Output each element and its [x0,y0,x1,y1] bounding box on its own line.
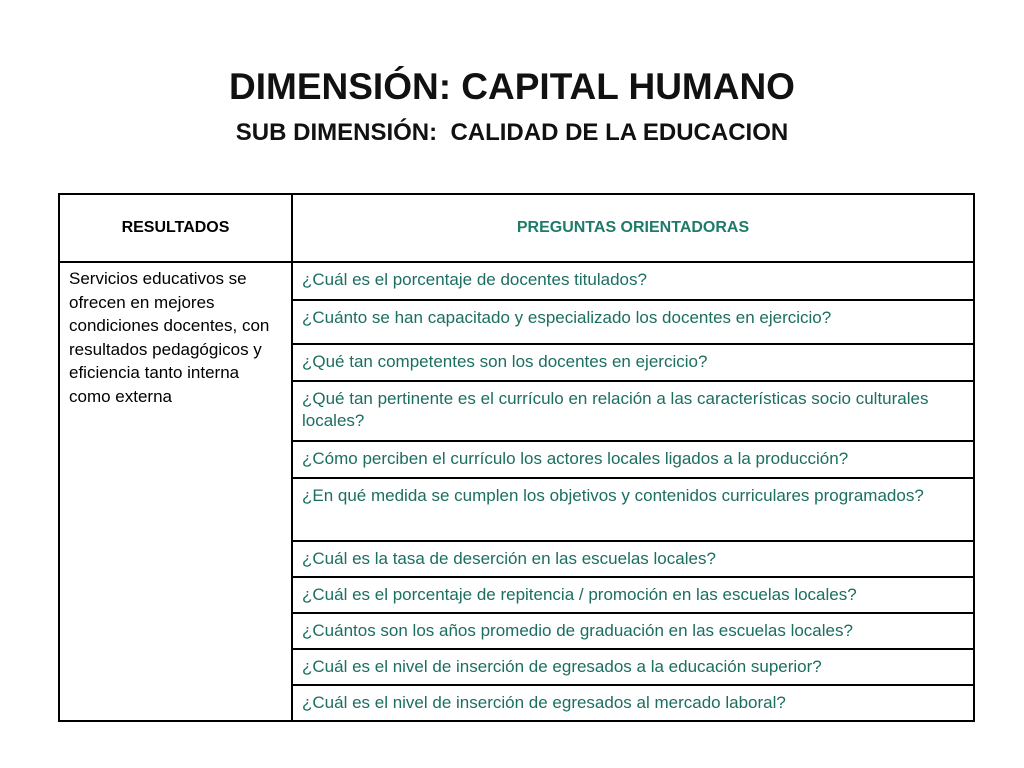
question-cell: ¿Qué tan competentes son los docentes en ejercicio? [292,344,974,381]
question-cell: ¿Qué tan pertinente es el currículo en relación a las características socio culturales locales? [292,381,974,441]
table-row [59,262,974,300]
question-cell: ¿Cómo perciben el currículo los actores locales ligados a la producción? [292,441,974,478]
page-title: DIMENSIÓN: CAPITAL HUMANO [229,66,795,107]
question-cell: ¿Cuál es el porcentaje de docentes titulados? [292,262,974,300]
result-cell: Servicios educativos se ofrecen en mejores condiciones docentes, con resultados pedagógicos y eficiencia tanto interna como externa [59,262,292,721]
table-header-row [59,194,974,262]
question-cell: ¿Cuánto se han capacitado y especializado los docentes en ejercicio? [292,300,974,344]
page-subtitle: SUB DIMENSIÓN: CALIDAD DE LA EDUCACION [235,119,789,146]
question-cell: ¿Cuántos son los años promedio de graduación en las escuelas locales? [292,613,974,649]
question-cell: ¿Cuál es la tasa de deserción en las escuelas locales? [292,541,974,577]
question-cell: ¿Cuál es el porcentaje de repitencia / promoción en las escuelas locales? [292,577,974,613]
question-cell: ¿Cuál es el nivel de inserción de egresados a la educación superior? [292,649,974,685]
question-cell: ¿En qué medida se cumplen los objetivos y contenidos curriculares programados? [292,478,974,541]
questions-table [58,193,975,722]
header-results: RESULTADOS [59,194,292,262]
question-cell: ¿Cuál es el nivel de inserción de egresados al mercado laboral? [292,685,974,721]
header-questions: PREGUNTAS ORIENTADORAS [292,194,974,262]
questions-table-container [58,193,973,722]
